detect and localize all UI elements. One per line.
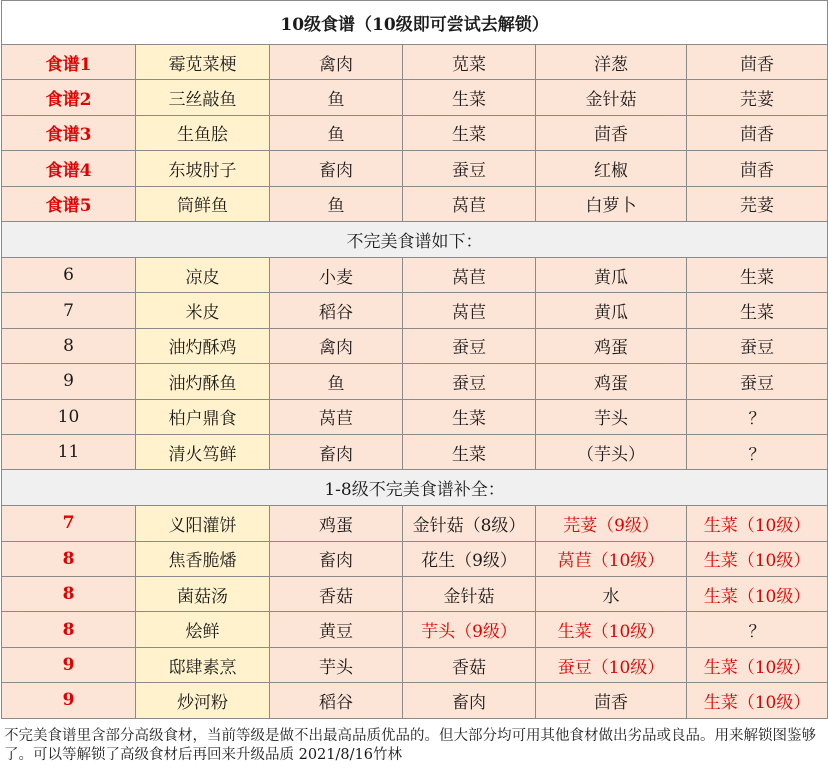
ingredient-cell: 金针菇 xyxy=(403,577,536,612)
table-row xyxy=(2,399,828,434)
row-label: 11 xyxy=(2,434,136,469)
dish-name: 柏户鼎食 xyxy=(136,399,270,434)
row-label: 7 xyxy=(2,506,136,541)
ingredient-cell: 芫荽 xyxy=(687,80,828,115)
row-label: 9 xyxy=(2,364,136,399)
row-label: 食谱4 xyxy=(2,151,136,186)
ingredient-cell: 黄瓜 xyxy=(536,257,687,292)
footnote: 不完美食谱里含部分高级食材，当前等级是做不出最高品质优品的。但大部分均可用其他食材做出劣品或良品。用来解锁图鉴够了。可以等解锁了高级食材后再回来升级品质 2021/8/16竹林 xyxy=(4,728,816,763)
row-label: 8 xyxy=(2,328,136,363)
row-label: 8 xyxy=(2,541,136,576)
table-row xyxy=(2,293,828,328)
ingredient-cell: 稻谷 xyxy=(270,293,403,328)
ingredient-cell: 禽肉 xyxy=(270,45,403,80)
ingredient-cell: 苋菜 xyxy=(403,45,536,80)
row-label: 8 xyxy=(2,577,136,612)
table-row xyxy=(2,151,828,186)
ingredient-cell: 鸡蛋 xyxy=(536,328,687,363)
ingredient-cell: ？ xyxy=(687,399,828,434)
ingredient-cell: 稻谷 xyxy=(270,683,403,718)
title-row xyxy=(2,1,828,45)
row-label: 食谱3 xyxy=(2,115,136,150)
ingredient-cell: 蚕豆（10级） xyxy=(536,647,687,682)
table-title: 10级食谱（10级即可尝试去解锁） xyxy=(2,1,828,45)
row-label: 6 xyxy=(2,257,136,292)
row-label: 8 xyxy=(2,612,136,647)
ingredient-cell: 白萝卜 xyxy=(536,186,687,221)
table-row xyxy=(2,45,828,80)
dish-name: 东坡肘子 xyxy=(136,151,270,186)
ingredient-cell: 莴苣 xyxy=(403,257,536,292)
ingredient-cell: 茴香 xyxy=(687,115,828,150)
ingredient-cell: 小麦 xyxy=(270,257,403,292)
ingredient-cell: 金针菇 xyxy=(536,80,687,115)
ingredient-cell: 生菜（10级） xyxy=(687,577,828,612)
dish-name: 油灼酥鸡 xyxy=(136,328,270,363)
ingredient-cell: 生菜（10级） xyxy=(536,612,687,647)
ingredient-cell: 生菜（10级） xyxy=(687,506,828,541)
ingredient-cell: 生菜（10级） xyxy=(687,647,828,682)
section-header-lower-row xyxy=(2,470,828,506)
ingredient-cell: 生菜 xyxy=(403,115,536,150)
ingredient-cell: ？ xyxy=(687,434,828,469)
section-header-imperfect-row xyxy=(2,221,828,257)
ingredient-cell: 畜肉 xyxy=(270,151,403,186)
row-label: 9 xyxy=(2,683,136,718)
ingredient-cell: 生菜 xyxy=(403,80,536,115)
ingredient-cell: 香菇 xyxy=(403,647,536,682)
ingredient-cell: 芫荽 xyxy=(687,186,828,221)
table-row xyxy=(2,80,828,115)
ingredient-cell: 生菜 xyxy=(687,293,828,328)
table-row xyxy=(2,506,828,541)
table-row xyxy=(2,577,828,612)
row-label: 7 xyxy=(2,293,136,328)
row-label: 9 xyxy=(2,647,136,682)
ingredient-cell: 蚕豆 xyxy=(687,364,828,399)
ingredient-cell: 茴香 xyxy=(536,683,687,718)
ingredient-cell: 鱼 xyxy=(270,364,403,399)
row-label: 10 xyxy=(2,399,136,434)
ingredient-cell: 茴香 xyxy=(687,45,828,80)
ingredient-cell: 生菜（10级） xyxy=(687,541,828,576)
section-header-imperfect: 不完美食谱如下： xyxy=(2,221,828,257)
ingredient-cell: 莴苣 xyxy=(403,186,536,221)
ingredient-cell: 黄瓜 xyxy=(536,293,687,328)
table-row xyxy=(2,186,828,221)
table-row xyxy=(2,612,828,647)
dish-name: 清火笃鲜 xyxy=(136,434,270,469)
ingredient-cell: ？ xyxy=(687,612,828,647)
dish-name: 三丝敲鱼 xyxy=(136,80,270,115)
ingredient-cell: 芋头（9级） xyxy=(403,612,536,647)
ingredient-cell: 茴香 xyxy=(536,115,687,150)
ingredient-cell: 蚕豆 xyxy=(403,364,536,399)
table-row xyxy=(2,257,828,292)
dish-name: 生鱼脍 xyxy=(136,115,270,150)
ingredient-cell: （芋头） xyxy=(536,434,687,469)
ingredient-cell: 芋头 xyxy=(270,647,403,682)
ingredient-cell: 芫荽（9级） xyxy=(536,506,687,541)
dish-name: 烩鲜 xyxy=(136,612,270,647)
ingredient-cell: 莴苣 xyxy=(403,293,536,328)
row-label: 食谱2 xyxy=(2,80,136,115)
ingredient-cell: 鱼 xyxy=(270,115,403,150)
ingredient-cell: 洋葱 xyxy=(536,45,687,80)
ingredient-cell: 蚕豆 xyxy=(687,328,828,363)
ingredient-cell: 金针菇（8级） xyxy=(403,506,536,541)
ingredient-cell: 畜肉 xyxy=(270,541,403,576)
ingredient-cell: 生菜（10级） xyxy=(687,683,828,718)
dish-name: 凉皮 xyxy=(136,257,270,292)
ingredient-cell: 禽肉 xyxy=(270,328,403,363)
dish-name: 邸肆素烹 xyxy=(136,647,270,682)
ingredient-cell: 黄豆 xyxy=(270,612,403,647)
ingredient-cell: 畜肉 xyxy=(403,683,536,718)
ingredient-cell: 蚕豆 xyxy=(403,328,536,363)
section-header-lower: 1-8级不完美食谱补全： xyxy=(2,470,828,506)
dish-name: 筒鲜鱼 xyxy=(136,186,270,221)
dish-name: 菌菇汤 xyxy=(136,577,270,612)
row-label: 食谱1 xyxy=(2,45,136,80)
table-row xyxy=(2,647,828,682)
ingredient-cell: 鱼 xyxy=(270,80,403,115)
ingredient-cell: 莴苣 xyxy=(270,399,403,434)
ingredient-cell: 茴香 xyxy=(687,151,828,186)
ingredient-cell: 红椒 xyxy=(536,151,687,186)
ingredient-cell: 莴苣（10级） xyxy=(536,541,687,576)
ingredient-cell: 蚕豆 xyxy=(403,151,536,186)
ingredient-cell: 畜肉 xyxy=(270,434,403,469)
ingredient-cell: 芋头 xyxy=(536,399,687,434)
recipe-table xyxy=(1,0,828,719)
dish-name: 油灼酥鱼 xyxy=(136,364,270,399)
ingredient-cell: 鸡蛋 xyxy=(536,364,687,399)
ingredient-cell: 生菜 xyxy=(403,434,536,469)
dish-name: 米皮 xyxy=(136,293,270,328)
dish-name: 义阳灌饼 xyxy=(136,506,270,541)
table-row xyxy=(2,364,828,399)
table-row xyxy=(2,541,828,576)
ingredient-cell: 生菜 xyxy=(687,257,828,292)
table-row xyxy=(2,328,828,363)
ingredient-cell: 生菜 xyxy=(403,399,536,434)
dish-name: 焦香脆燔 xyxy=(136,541,270,576)
ingredient-cell: 水 xyxy=(536,577,687,612)
row-label: 食谱5 xyxy=(2,186,136,221)
ingredient-cell: 花生（9级） xyxy=(403,541,536,576)
dish-name: 霉苋菜梗 xyxy=(136,45,270,80)
table-row xyxy=(2,115,828,150)
table-row xyxy=(2,683,828,718)
ingredient-cell: 香菇 xyxy=(270,577,403,612)
dish-name: 炒河粉 xyxy=(136,683,270,718)
ingredient-cell: 鸡蛋 xyxy=(270,506,403,541)
ingredient-cell: 鱼 xyxy=(270,186,403,221)
table-row xyxy=(2,434,828,469)
